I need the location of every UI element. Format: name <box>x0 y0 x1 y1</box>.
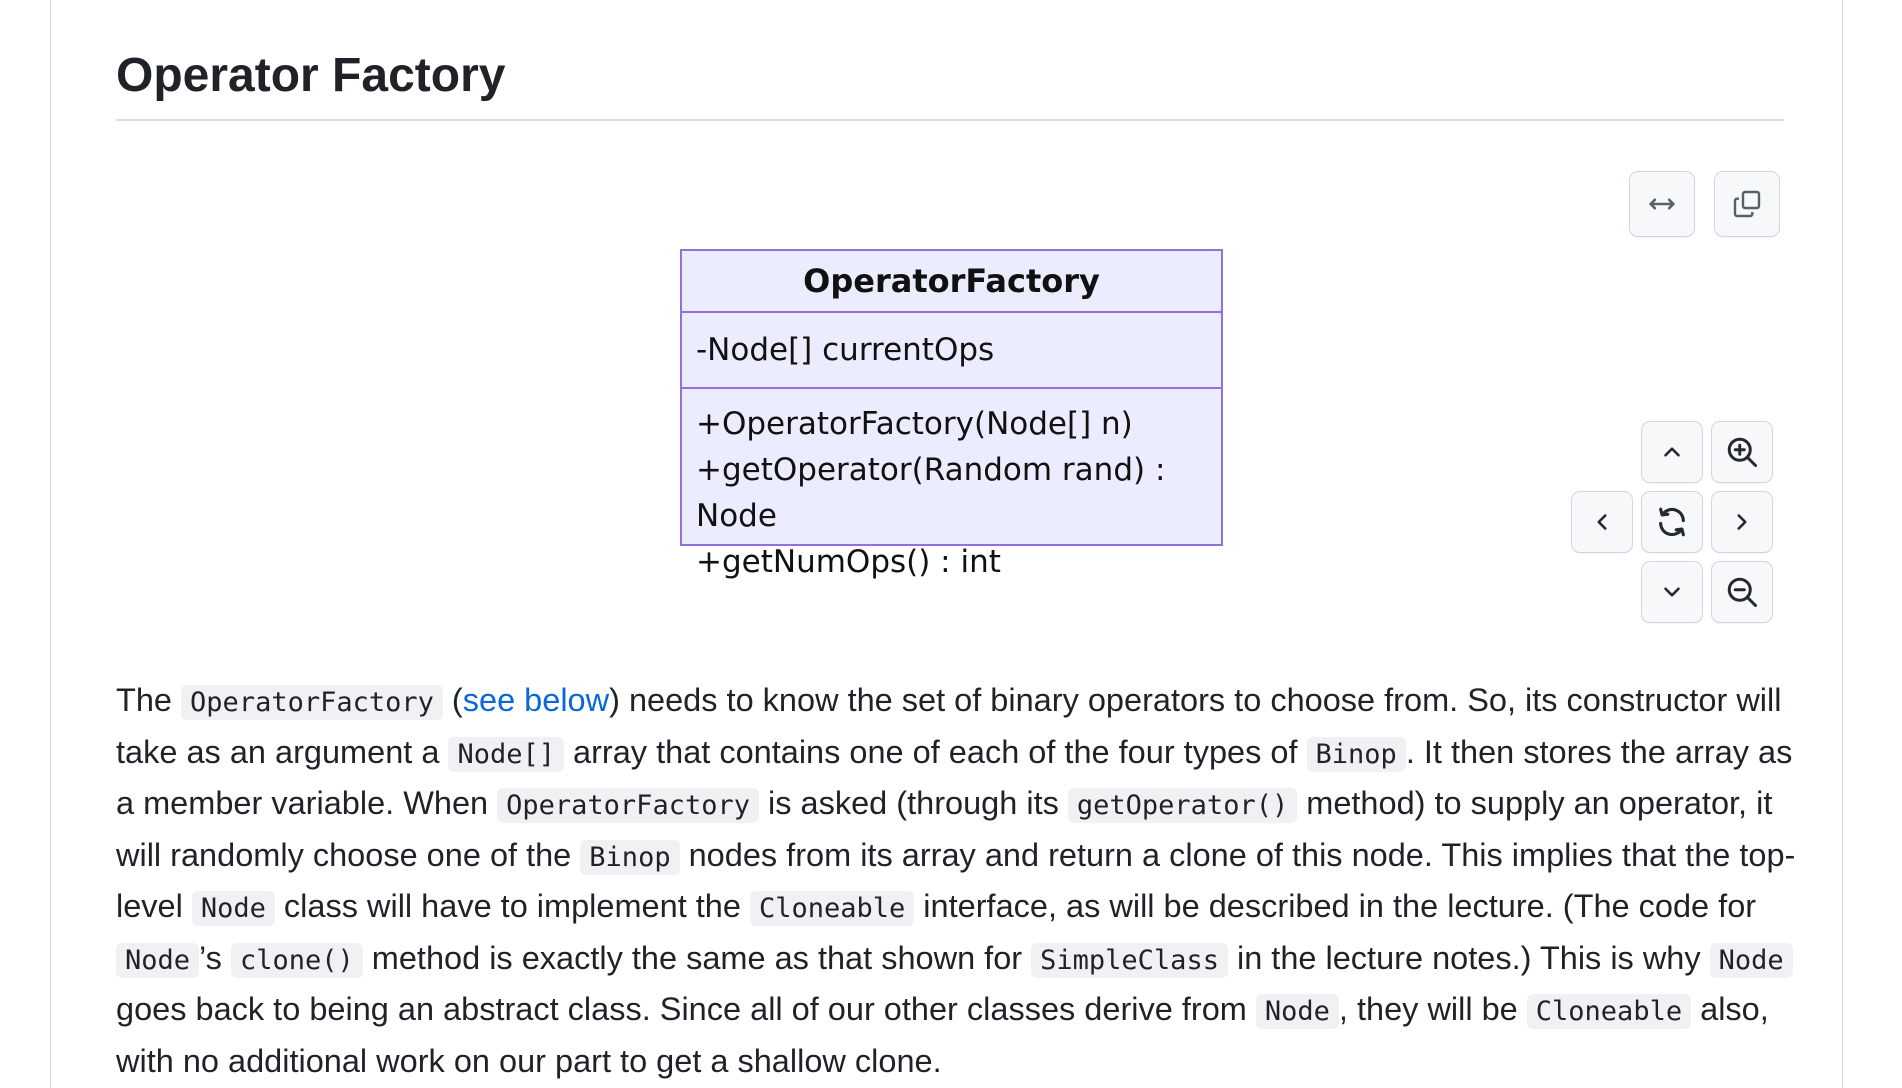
inline-code: Node[] <box>448 737 564 772</box>
text: interface, as will be described in the lecture. (The code for <box>914 888 1757 924</box>
pan-up-button[interactable] <box>1641 421 1703 483</box>
inline-code: clone() <box>231 943 363 978</box>
text: is asked (through its <box>758 785 1068 821</box>
reset-icon <box>1655 505 1689 539</box>
inline-code: OperatorFactory <box>181 685 443 720</box>
inline-code: Node <box>1710 943 1793 978</box>
text: method) to supply an operator, it will randomly choose one of the <box>116 785 1773 873</box>
text: ( <box>442 682 463 718</box>
inline-code: Cloneable <box>750 891 914 926</box>
inline-code: Node <box>1256 994 1339 1029</box>
text: . It then stores the array as a member variable. When <box>116 733 1793 821</box>
fit-width-icon <box>1645 187 1679 221</box>
reset-view-button[interactable] <box>1641 491 1703 553</box>
uml-class-box <box>680 249 1223 580</box>
zoom-in-icon <box>1724 434 1760 470</box>
inline-code: Binop <box>580 840 679 875</box>
heading-divider <box>116 119 1784 121</box>
pan-left-button[interactable] <box>1571 491 1633 553</box>
uml-attribute: -Node[] currentOps <box>696 332 995 368</box>
inline-code: Node <box>192 891 275 926</box>
text: ’s <box>199 939 231 976</box>
zoom-out-icon <box>1724 574 1760 610</box>
chevron-up-icon <box>1659 439 1685 465</box>
inline-code: Binop <box>1307 737 1406 772</box>
text: ) needs to know the set of binary operators to choose from. So, its constructor will take as an argument a <box>116 682 1782 770</box>
inline-code: OperatorFactory <box>497 788 759 823</box>
text: also, with no additional work on our part to get a shallow clone. <box>116 991 1769 1079</box>
fit-width-button[interactable] <box>1629 171 1695 237</box>
uml-class-name: OperatorFactory <box>682 251 1221 313</box>
uml-method: +OperatorFactory(Node[] n) <box>696 406 1133 442</box>
uml-methods <box>682 389 1221 585</box>
zoom-out-button[interactable] <box>1711 561 1773 623</box>
inline-code: SimpleClass <box>1031 943 1228 978</box>
text: method is exactly the same as that shown for <box>362 939 1032 976</box>
text: The <box>116 682 182 718</box>
inline-code: Node <box>116 943 199 978</box>
copy-button[interactable] <box>1714 171 1780 237</box>
uml-method: +getOperator(Random rand) : Node <box>696 452 1166 534</box>
text: , they will be <box>1338 991 1527 1027</box>
text: nodes from its array and return a clone of this node. This implies that the top-level <box>116 836 1796 924</box>
chevron-left-icon <box>1589 509 1615 535</box>
copy-icon <box>1731 188 1763 220</box>
section-heading: Operator Factory <box>116 49 506 102</box>
chevron-down-icon <box>1659 579 1685 605</box>
text: array that contains one of each of the four types of <box>563 733 1307 770</box>
text: in the lecture notes.) This is why <box>1227 939 1710 976</box>
pan-down-button[interactable] <box>1641 561 1703 623</box>
pan-right-button[interactable] <box>1711 491 1773 553</box>
see-below-link[interactable]: see below <box>462 682 610 718</box>
chevron-right-icon <box>1729 509 1755 535</box>
description-paragraph <box>116 676 1806 1085</box>
zoom-in-button[interactable] <box>1711 421 1773 483</box>
text: goes back to being an abstract class. Since all of our other classes derive from <box>116 991 1256 1027</box>
uml-method: +getNumOps() : int <box>696 544 1001 580</box>
inline-code: Cloneable <box>1527 994 1691 1029</box>
text: class will have to implement the <box>274 888 750 924</box>
uml-attributes <box>682 313 1221 389</box>
inline-code: getOperator() <box>1068 788 1297 823</box>
